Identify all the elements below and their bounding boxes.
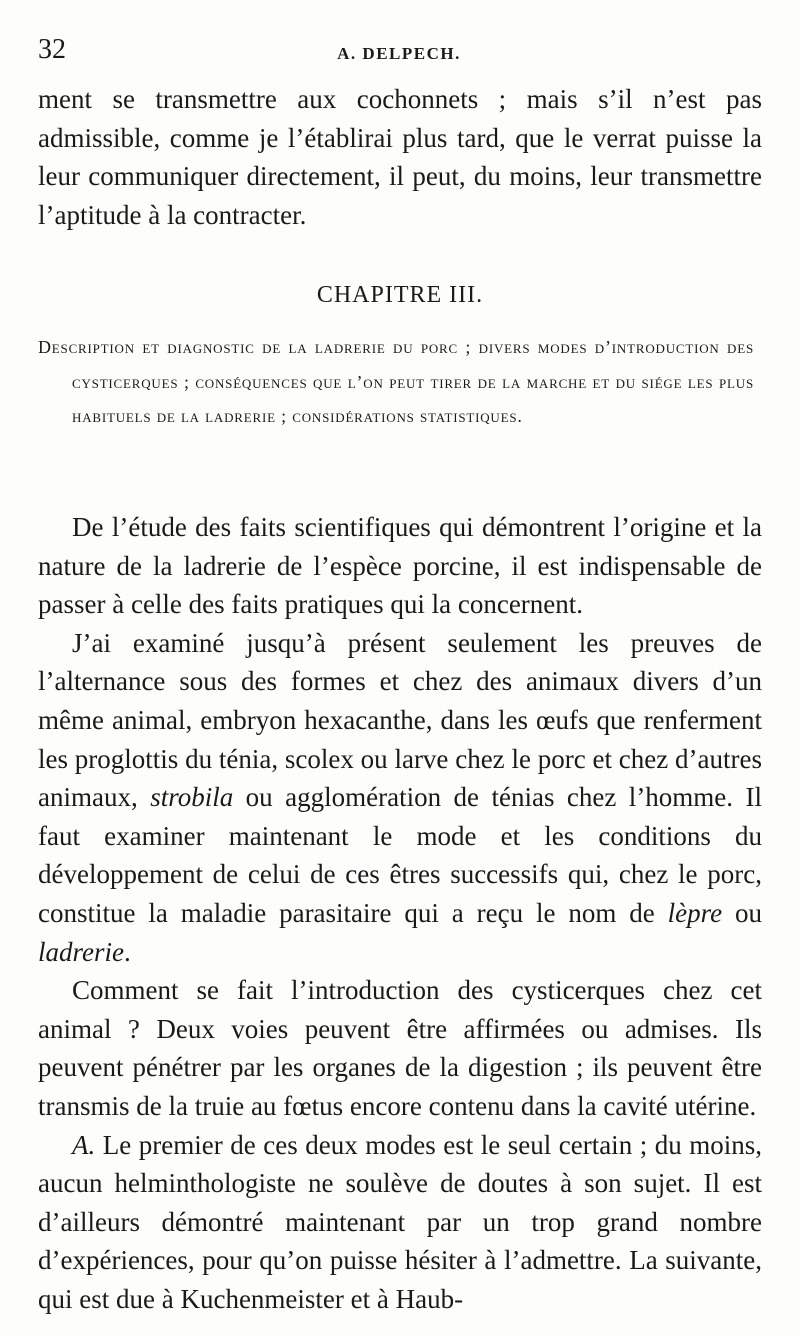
- paragraph-3: Comment se fait l’introduction des cysticerques chez cet animal ? Deux voies peuvent être affirmées ou admises. Ils peuvent pénétrer par les organes de la digestion ; ils peuvent être transmis de la truie au fœtus encore contenu dans la cavité utérine.: [38, 975, 762, 1121]
- paragraph-4: [38, 1126, 762, 1319]
- running-title: A. DELPECH.: [337, 44, 461, 63]
- section-marker: A.: [72, 1129, 96, 1160]
- paragraph-4-text: Le premier de ces deux modes est le seul certain ; du moins, aucun helminthologiste ne soulève de doutes à son sujet. Il est d’ailleurs démontré maintenant par un trop grand nombre d’expériences, pour qu’on puisse hésiter à l’admettre. La suivante, qui est due à Kuchenmeister et à Haub-: [38, 1129, 762, 1314]
- running-header: [38, 34, 760, 70]
- opening-text: ment se transmettre aux cochonnets ; mais s’il n’est pas admissible, comme je l’établirai plus tard, que le verrat puisse la leur communiquer directement, il peut, du moins, leur transmettre l’aptitude à la contracter.: [38, 84, 762, 230]
- paragraph-1: De l’étude des faits scientifiques qui démontrent l’origine et la nature de la ladrerie de l’espèce porcine, il est indispensable de passer à celle des faits pratiques qui la concernent.: [38, 512, 762, 620]
- paragraph-2-part-a: J’ai examiné jusqu’à présent seulement les preuves de l’alternance sous des formes et chez des animaux divers d’un même animal, embryon hexacanthe, dans les œufs que renferment les proglottis du ténia, scolex ou larve chez le porc et chez d’autres animaux,: [38, 627, 762, 813]
- paragraph-2-part-c: ou: [722, 897, 763, 928]
- italic-lepre: lèpre: [667, 897, 723, 928]
- main-body: [38, 508, 762, 1318]
- page-number: 32: [38, 34, 66, 65]
- italic-strobila: strobila: [150, 782, 234, 813]
- paragraph-2-part-d: .: [123, 936, 131, 967]
- italic-ladrerie: ladrerie: [38, 936, 124, 967]
- paragraph-2: [38, 624, 762, 971]
- paragraph-2-part-b: ou agglomération de ténias chez l’homme. Il faut examiner maintenant le mode et les conditions du développement de celui de ces êtres successifs qui, chez le porc, constitue la maladie parasitaire qui a reçu le nom de: [38, 782, 762, 928]
- chapter-summary: Description et diagnostic de la ladrerie du porc ; divers modes d’introduction des cysticerques ; conséquences que l’on peut tirer de la marche et du siége les plus habituels de la ladrerie ; considérations statistiques.: [38, 337, 754, 426]
- chapter-title: CHAPITRE III.: [316, 282, 484, 308]
- opening-paragraph: [38, 80, 762, 234]
